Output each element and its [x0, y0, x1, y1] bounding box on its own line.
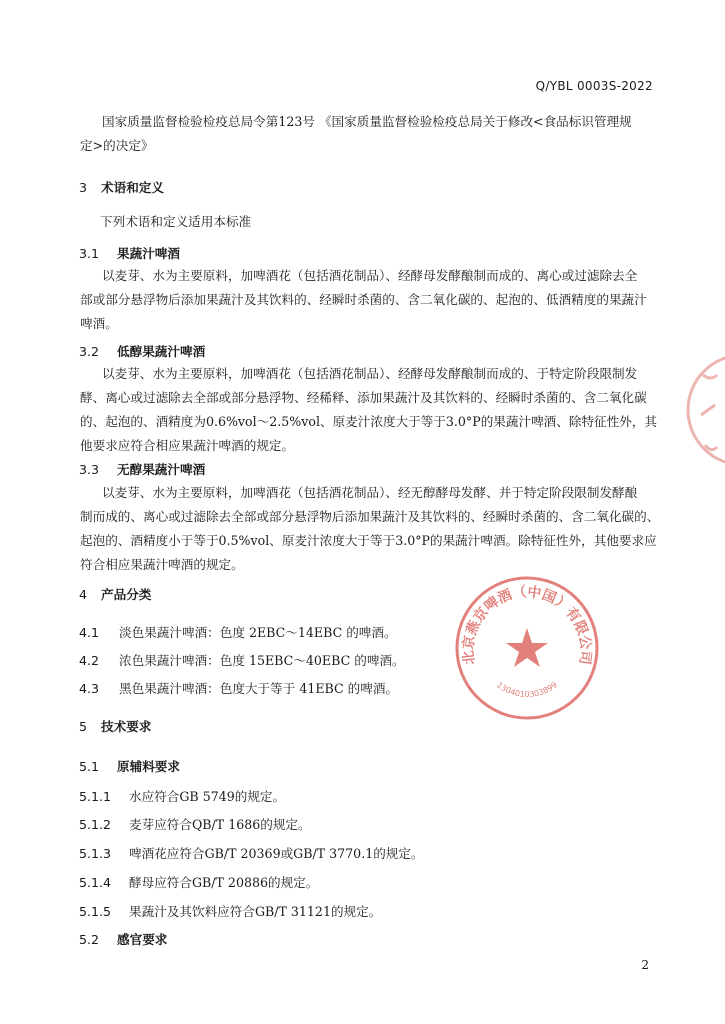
section-3-1-heading	[79, 243, 180, 262]
definition-line: 的、起泡的、酒精度为0.6%vol～2.5%vol、原麦汁浓度大于等于3.0°P的果蔬汁啤酒、除特征性外，其	[80, 414, 658, 429]
definition-line: 符合相应果蔬汁啤酒的规定。	[80, 557, 244, 572]
classification-item	[79, 678, 398, 697]
section-title: 低醇果蔬汁啤酒	[117, 344, 206, 359]
reference-line-2: 定>的决定》	[80, 138, 154, 153]
item-number: 5.1.3	[79, 846, 112, 861]
section-title: 产品分类	[101, 587, 152, 602]
requirement-item	[79, 843, 424, 862]
item-number: 4.1	[79, 625, 100, 640]
section-3-intro	[100, 210, 684, 234]
reference-line-1: 国家质量监督检验检疫总局令第123号 《国家质量监督检验检疫总局关于修改<食品标识管理规	[102, 114, 632, 129]
definition-3-2	[80, 362, 664, 458]
section-number: 3	[79, 180, 88, 195]
section-title: 原辅料要求	[117, 759, 180, 774]
section-title: 无醇果蔬汁啤酒	[117, 462, 206, 477]
standard-code: Q/YBL 0003S-2022	[535, 79, 653, 93]
item-number: 5.1.5	[79, 904, 112, 919]
seal-star-icon	[506, 628, 548, 667]
item-number: 5.1.1	[79, 789, 112, 804]
definition-line: 他要求应符合相应果蔬汁啤酒的规定。	[80, 438, 295, 453]
section-title: 果蔬汁啤酒	[117, 246, 180, 261]
item-number: 4.2	[79, 653, 100, 668]
definition-line: 以麦芽、水为主要原料，加啤酒花（包括酒花制品）、经无醇酵母发酵、并于特定阶段限制发酵酿	[102, 485, 638, 500]
item-text: 酵母应符合GB/T 20886的规定。	[129, 875, 319, 890]
seal-company-name: 北京燕京啤酒（中国）有限公司	[460, 584, 594, 666]
item-number: 4.3	[79, 681, 100, 696]
section-5-heading	[79, 716, 151, 735]
item-text: 浓色果蔬汁啤酒：色度 15EBC～40EBC 的啤酒。	[119, 653, 405, 668]
item-number: 5.1.2	[79, 817, 112, 832]
section-number: 5	[79, 719, 88, 734]
definition-line: 起泡的、酒精度小于等于0.5%vol、原麦汁浓度大于等于3.0°P的果蔬汁啤酒。除特征性外，其他要求应	[80, 533, 657, 548]
item-text: 麦芽应符合QB/T 1686的规定。	[129, 817, 311, 832]
item-text: 果蔬汁及其饮料应符合GB/T 31121的规定。	[129, 904, 382, 919]
requirement-item	[79, 786, 285, 805]
section-number: 3.1	[79, 246, 100, 261]
section-5-1-heading	[79, 756, 180, 775]
definition-line: 啤酒。	[80, 316, 118, 331]
requirement-item	[79, 872, 318, 891]
reference-paragraph	[80, 110, 664, 158]
item-text: 黑色果蔬汁啤酒：色度大于等于 41EBC 的啤酒。	[119, 681, 399, 696]
seal-code: 1304010303899	[495, 680, 559, 700]
definition-line: 以麦芽、水为主要原料，加啤酒花（包括酒花制品）、经酵母发酵酿制而成的、于特定阶段限制发	[102, 366, 638, 381]
definition-line: 部或部分悬浮物后添加果蔬汁及其饮料的、经瞬时杀菌的、含二氧化碳的、起泡的、低酒精度的果蔬汁	[80, 292, 647, 307]
item-text: 水应符合GB 5749的规定。	[129, 789, 286, 804]
definition-line: 制而成的、离心或过滤除去全部或部分悬浮物后添加果蔬汁及其饮料的、经瞬时杀菌的、含二氧化碳的、	[80, 509, 660, 524]
section-number: 4	[79, 587, 88, 602]
intro-text: 下列术语和定义适用本标准	[100, 214, 252, 229]
definition-line: 以麦芽、水为主要原料，加啤酒花（包括酒花制品）、经酵母发酵酿制而成的、离心或过滤除去全	[102, 268, 638, 283]
item-number: 5.1.4	[79, 875, 112, 890]
section-number: 3.2	[79, 344, 100, 359]
item-text: 淡色果蔬汁啤酒：色度 2EBC～14EBC 的啤酒。	[119, 625, 397, 640]
section-number: 5.1	[79, 759, 100, 774]
section-3-heading	[79, 177, 164, 196]
section-title: 技术要求	[101, 719, 152, 734]
definition-3-1	[80, 264, 664, 336]
section-3-2-heading	[79, 341, 205, 360]
section-number: 3.3	[79, 462, 100, 477]
requirement-item	[79, 814, 311, 833]
section-4-heading	[79, 584, 151, 603]
section-number: 5.2	[79, 932, 100, 947]
company-seal-stamp	[452, 573, 602, 723]
section-title: 感官要求	[117, 932, 168, 947]
partial-edge-seal	[683, 335, 725, 485]
item-text: 啤酒花应符合GB/T 20369或GB/T 3770.1的规定。	[129, 846, 424, 861]
definition-line: 酵、离心或过滤除去全部或部分悬浮物、经稀释、添加果蔬汁及其饮料的、经瞬时杀菌的、含二氧化碳	[80, 390, 647, 405]
classification-item	[79, 650, 405, 669]
page-number: 2	[641, 958, 649, 972]
classification-item	[79, 622, 397, 641]
section-3-3-heading	[79, 459, 205, 478]
definition-3-3	[80, 481, 664, 577]
section-5-2-heading	[79, 929, 167, 948]
section-title: 术语和定义	[101, 180, 164, 195]
requirement-item	[79, 901, 381, 920]
